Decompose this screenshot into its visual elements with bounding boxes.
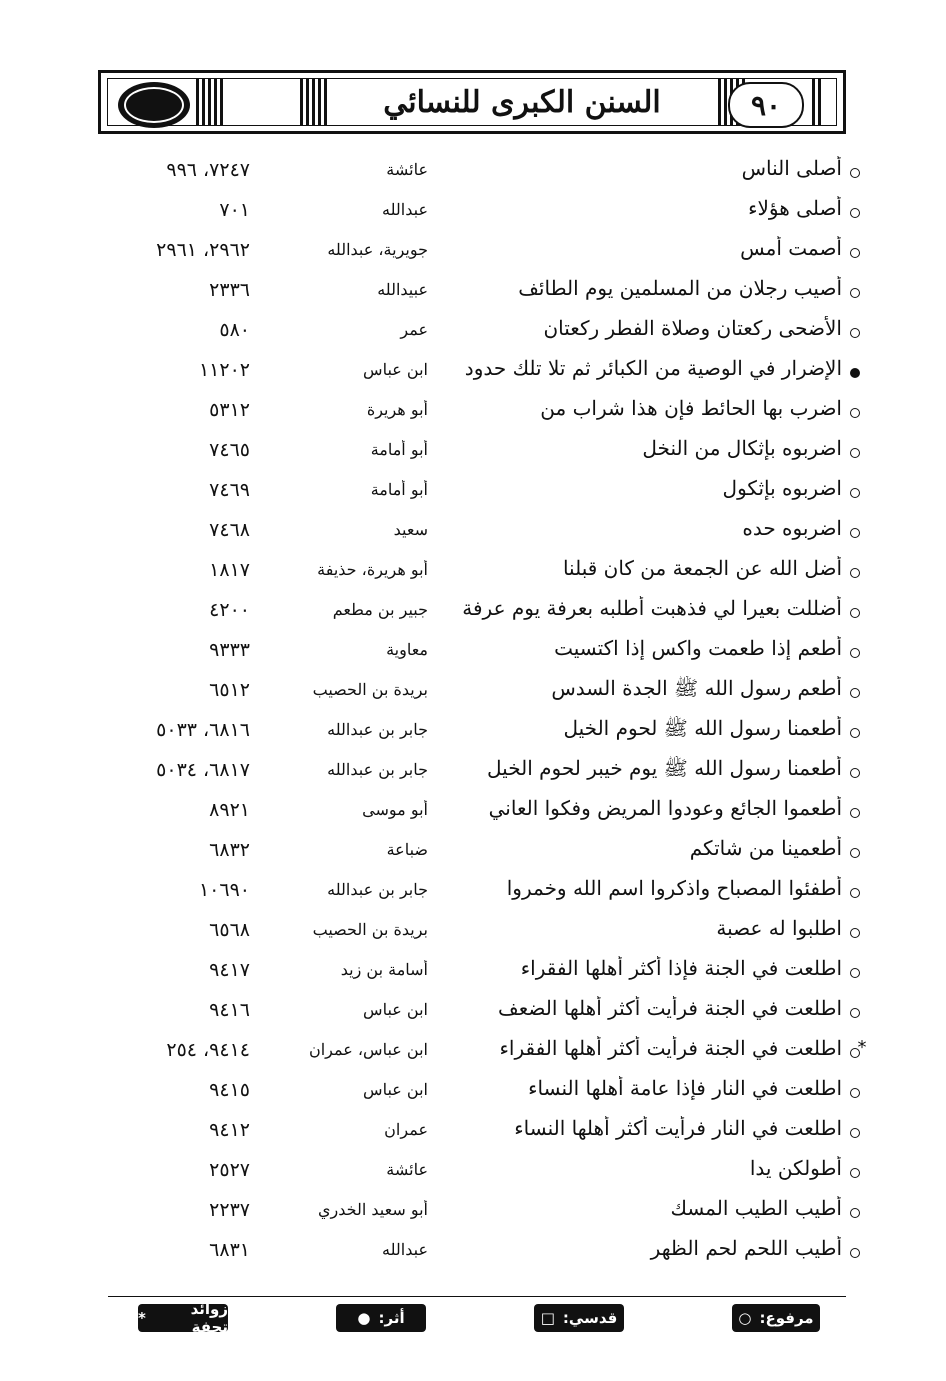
narrator: أبو هريرة <box>366 400 428 419</box>
decorative-band <box>300 79 330 125</box>
hadith-text: اطلعت في الجنة فإذا أكثر أهلها الفقراء <box>520 956 842 980</box>
narrator: عبدالله <box>382 200 428 219</box>
open-circle-icon <box>850 408 860 418</box>
hadith-numbers: ٩٤١٤، ٢٥٤ <box>166 1039 250 1061</box>
hadith-numbers: ٦٨١٦، ٥٠٣٣ <box>156 719 250 741</box>
open-circle-icon: ○ <box>738 1309 752 1327</box>
open-circle-icon <box>850 208 860 218</box>
narrator: عمران <box>384 1120 428 1139</box>
hadith-text: أطولكن يدا <box>749 1156 842 1180</box>
hadith-text: اضرب بها الحائط فإن هذا شراب من <box>540 396 842 420</box>
legend-athar <box>336 1304 426 1332</box>
header-frame <box>107 78 837 126</box>
asterisk-icon: * <box>138 1309 146 1327</box>
hadith-numbers: ١٨١٧ <box>209 559 250 581</box>
narrator: بريدة بن الحصيب <box>312 920 428 939</box>
open-circle-icon <box>850 328 860 338</box>
index-entry <box>0 832 946 872</box>
index-entry <box>0 1112 946 1152</box>
narrator: ابن عباس <box>363 1080 428 1099</box>
hadith-index-list <box>0 152 946 1272</box>
narrator: ابن عباس <box>363 1000 428 1019</box>
hadith-text: أطعمينا من شاتكم <box>689 836 842 860</box>
legend-label: قدسي: <box>562 1309 618 1327</box>
open-circle-icon <box>850 528 860 538</box>
open-circle-icon <box>850 1208 860 1218</box>
narrator: أبو موسى <box>362 800 428 819</box>
narrator: عمر <box>400 320 428 339</box>
open-circle-icon <box>850 1168 860 1178</box>
hadith-text: أطعم رسول الله ﷺ الجدة السدس <box>551 676 842 700</box>
open-circle-icon <box>850 488 860 498</box>
page-number: ٩٠ <box>728 82 804 128</box>
hadith-text: أطعمنا رسول الله ﷺ يوم خيبر لحوم الخيل <box>487 756 842 780</box>
filled-circle-icon <box>850 368 860 378</box>
index-entry <box>0 1032 946 1072</box>
hadith-numbers: ٩٤١٢ <box>209 1119 250 1141</box>
open-circle-icon <box>850 1128 860 1138</box>
hadith-numbers: ٧٠١ <box>219 199 250 221</box>
narrator: جويرية، عبدالله <box>327 240 428 259</box>
hadith-text: الإضرار في الوصية من الكبائر ثم تلا تلك حدود <box>464 356 842 380</box>
index-entry <box>0 392 946 432</box>
hadith-numbers: ٤٢٠٠ <box>209 599 250 621</box>
hadith-numbers: ٩٣٣٣ <box>209 639 250 661</box>
index-entry <box>0 872 946 912</box>
hadith-text: أطيب اللحم لحم الظهر <box>650 1236 842 1260</box>
narrator: أبو أمامة <box>370 480 428 499</box>
open-circle-icon <box>850 248 860 258</box>
hadith-text: أصمت أمس <box>740 236 842 260</box>
open-circle-icon <box>850 1008 860 1018</box>
hadith-numbers: ٦٥١٢ <box>209 679 250 701</box>
index-entry <box>0 432 946 472</box>
narrator: عبيدالله <box>377 280 428 299</box>
hadith-text: أطفئوا المصباح واذكروا اسم الله وخمروا <box>506 876 842 900</box>
open-circle-icon <box>850 968 860 978</box>
open-circle-icon <box>850 768 860 778</box>
open-circle-icon <box>850 608 860 618</box>
index-entry <box>0 992 946 1032</box>
open-circle-icon <box>850 808 860 818</box>
index-entry <box>0 552 946 592</box>
hadith-numbers: ٩٤١٧ <box>209 959 250 981</box>
open-circle-icon <box>850 888 860 898</box>
hadith-text: أطيب الطيب المسك <box>670 1196 842 1220</box>
hadith-text: أصلى هؤلاء <box>748 196 842 220</box>
asterisk-icon: * <box>857 1037 867 1058</box>
index-entry <box>0 672 946 712</box>
open-circle-icon <box>850 288 860 298</box>
open-circle-icon <box>850 568 860 578</box>
narrator: جبير بن مطعم <box>332 600 428 619</box>
open-circle-icon <box>850 648 860 658</box>
hadith-text: أطعم إذا طعمت واكس إذا اكتسيت <box>554 636 842 660</box>
index-entry <box>0 912 946 952</box>
index-entry <box>0 472 946 512</box>
open-circle-icon <box>850 1088 860 1098</box>
index-entry <box>0 712 946 752</box>
hadith-numbers: ٩٤١٦ <box>209 999 250 1021</box>
narrator: عائشة <box>386 1160 428 1179</box>
hadith-text: اطلعت في النار فإذا عامة أهلها النساء <box>528 1076 842 1100</box>
hadith-text: الأضحى ركعتان وصلاة الفطر ركعتان <box>543 316 842 340</box>
open-circle-icon <box>850 728 860 738</box>
narrator: جابر بن عبدالله <box>327 880 428 899</box>
hadith-text: اضربوه بإثكال من النخل <box>642 436 842 460</box>
narrator: جابر بن عبدالله <box>327 720 428 739</box>
hadith-text: اضربوه بإثكول <box>722 476 842 500</box>
open-circle-icon <box>850 448 860 458</box>
narrator: بريدة بن الحصيب <box>312 680 428 699</box>
narrator: عائشة <box>386 160 428 179</box>
index-entry <box>0 792 946 832</box>
hadith-numbers: ٧٤٦٩ <box>209 479 250 501</box>
hadith-text: أطعمنا رسول الله ﷺ لحوم الخيل <box>563 716 842 740</box>
narrator: ضباعة <box>386 840 428 859</box>
legend-qudsi <box>534 1304 624 1332</box>
open-circle-icon <box>850 1248 860 1258</box>
index-entry <box>0 352 946 392</box>
index-entry <box>0 512 946 552</box>
index-entry <box>0 752 946 792</box>
hadith-text: اطلعت في الجنة فرأيت أكثر أهلها الضعف <box>498 996 842 1020</box>
square-icon: □ <box>540 1309 555 1327</box>
legend-marfu <box>732 1304 820 1332</box>
index-entry <box>0 1152 946 1192</box>
index-entry <box>0 1072 946 1112</box>
hadith-text: اطلعت في النار فرأيت أكثر أهلها النساء <box>514 1116 842 1140</box>
narrator: ابن عباس، عمران <box>308 1040 428 1059</box>
narrator: ابن عباس <box>363 360 428 379</box>
legend-zawaid <box>138 1300 228 1336</box>
hadith-numbers: ٩٤١٥ <box>209 1079 250 1101</box>
hadith-numbers: ٦٨٣١ <box>209 1239 250 1261</box>
legend-label: مرفوع: <box>759 1309 814 1327</box>
index-entry <box>0 632 946 672</box>
hadith-numbers: ١٠٦٩٠ <box>198 879 250 901</box>
narrator: أسامة بن زيد <box>340 960 428 979</box>
narrator: أبو هريرة، حذيفة <box>317 560 428 579</box>
hadith-text: أطعموا الجائع وعودوا المريض وفكوا العاني <box>488 796 842 820</box>
open-circle-icon <box>850 1048 860 1058</box>
open-circle-icon <box>850 688 860 698</box>
book-title: السنن الكبرى للنسائي <box>383 84 661 120</box>
legend-label: زوائد تحفة <box>190 1300 228 1336</box>
publisher-seal-icon <box>118 82 190 128</box>
hadith-text: أصلى الناس <box>741 156 842 180</box>
filled-circle-icon: ● <box>357 1309 371 1327</box>
hadith-numbers: ٢٢٣٧ <box>209 1199 250 1221</box>
index-entry <box>0 192 946 232</box>
index-entry <box>0 1232 946 1272</box>
footer-divider <box>108 1296 846 1297</box>
narrator: أبو سعيد الخدري <box>318 1200 428 1219</box>
index-entry <box>0 1192 946 1232</box>
hadith-numbers: ٥٣١٢ <box>209 399 250 421</box>
open-circle-icon <box>850 168 860 178</box>
hadith-text: أصيب رجلان من المسلمين يوم الطائف <box>518 276 842 300</box>
hadith-numbers: ٨٩٢١ <box>209 799 250 821</box>
hadith-numbers: ٢٥٢٧ <box>209 1159 250 1181</box>
open-circle-icon <box>850 848 860 858</box>
index-entry <box>0 232 946 272</box>
decorative-band <box>196 79 226 125</box>
hadith-numbers: ٧٤٦٥ <box>209 439 250 461</box>
hadith-text: اطلعت في الجنة فرأيت أكثر أهلها الفقراء <box>499 1036 842 1060</box>
hadith-numbers: ٧٤٦٨ <box>209 519 250 541</box>
hadith-numbers: ٧٢٤٧، ٩٩٦ <box>166 159 250 181</box>
hadith-numbers: ٢٣٣٦ <box>209 279 250 301</box>
index-entry <box>0 312 946 352</box>
narrator: عبدالله <box>382 1240 428 1259</box>
hadith-text: اضربوه حده <box>742 516 842 540</box>
hadith-numbers: ٢٩٦٢، ٢٩٦١ <box>156 239 250 261</box>
hadith-text: أضل الله عن الجمعة من كان قبلنا <box>562 556 842 580</box>
narrator: جابر بن عبدالله <box>327 760 428 779</box>
open-circle-icon <box>850 928 860 938</box>
page-header <box>98 70 846 134</box>
hadith-numbers: ١١٢٠٢ <box>198 359 250 381</box>
hadith-numbers: ٦٨٣٢ <box>209 839 250 861</box>
narrator: معاوية <box>386 640 428 659</box>
legend-label: أثر: <box>378 1309 405 1327</box>
index-entry <box>0 592 946 632</box>
hadith-text: أضللت بعيرا لي فذهبت أطلبه بعرفة يوم عرفة <box>462 596 842 620</box>
index-entry <box>0 272 946 312</box>
narrator: سعيد <box>393 520 428 539</box>
index-entry <box>0 952 946 992</box>
decorative-band <box>812 79 824 125</box>
index-entry <box>0 152 946 192</box>
narrator: أبو أمامة <box>370 440 428 459</box>
hadith-numbers: ٥٨٠ <box>219 319 250 341</box>
hadith-text: اطلبوا له عصبة <box>716 916 842 940</box>
hadith-numbers: ٦٥٦٨ <box>209 919 250 941</box>
hadith-numbers: ٦٨١٧، ٥٠٣٤ <box>156 759 250 781</box>
